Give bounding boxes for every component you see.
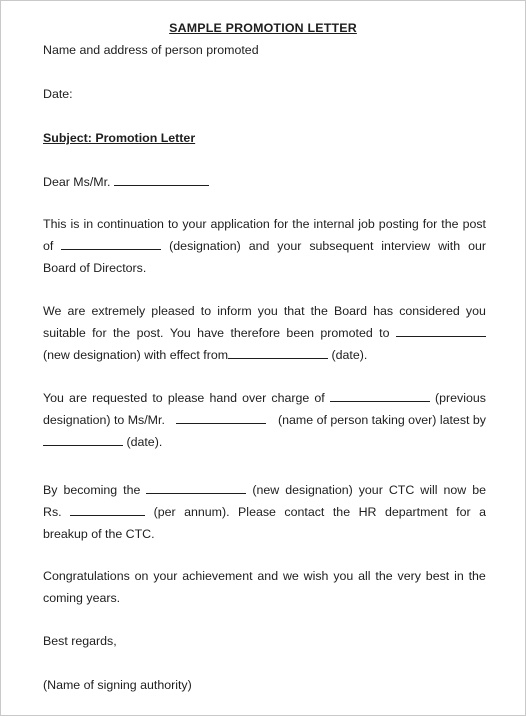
word: all — [358, 569, 371, 583]
word: the — [123, 483, 141, 497]
closing-line: Best regards, — [43, 634, 117, 648]
word: and — [257, 569, 279, 583]
word: over — [242, 391, 267, 405]
word: post — [462, 217, 486, 231]
word: will — [420, 483, 438, 497]
word: for — [456, 505, 471, 519]
p2-line3-end: (date). — [331, 348, 368, 362]
word: the — [441, 217, 459, 231]
signature-line: (Name of signing authority) — [43, 678, 192, 692]
word: (new — [252, 483, 280, 497]
letter-title: SAMPLE PROMOTION LETTER — [169, 21, 357, 35]
p4-line1 — [43, 482, 486, 498]
word: CTC — [388, 483, 415, 497]
salutation-line — [43, 174, 209, 190]
word: our — [468, 239, 486, 253]
word: continuation — [97, 217, 164, 231]
p5-line2: coming years. — [43, 591, 121, 605]
p1-line3: Board of Directors. — [43, 261, 147, 275]
word: (designation) — [169, 239, 241, 253]
word: annum). — [184, 505, 230, 519]
word: your — [153, 569, 178, 583]
word: You — [169, 326, 191, 340]
p2-line1 — [43, 303, 486, 319]
word: to — [152, 391, 163, 405]
word: be — [472, 483, 486, 497]
p4-line3: breakup of the CTC. — [43, 527, 155, 541]
word: you — [257, 304, 278, 318]
word: considered — [399, 304, 460, 318]
p3-line3-end: (date). — [126, 435, 163, 449]
word: on — [134, 569, 149, 583]
word: of — [314, 391, 325, 405]
word: designation) — [285, 483, 353, 497]
address-line: Name and address of person promoted — [43, 43, 259, 57]
word: we — [282, 569, 299, 583]
ctc-amount-blank — [70, 504, 145, 516]
p3-line1-end: (previous — [435, 391, 486, 405]
word: interview — [381, 239, 431, 253]
recipient-name-blank — [114, 174, 209, 186]
word: please — [167, 391, 205, 405]
p1-line2-start: of — [43, 239, 54, 253]
word: the — [375, 569, 393, 583]
p4-line2-start: Rs. — [43, 505, 62, 519]
new-designation-blank-2 — [146, 482, 246, 494]
new-designation-blank — [396, 325, 486, 337]
word: posting — [378, 217, 419, 231]
word: you — [333, 569, 354, 583]
word: in — [454, 569, 464, 583]
handover-person-blank — [176, 412, 266, 424]
word: internal — [313, 217, 355, 231]
word: This — [43, 217, 67, 231]
p3-line2 — [43, 412, 486, 428]
word: are — [69, 391, 87, 405]
word: subsequent — [309, 239, 374, 253]
word: extremely — [91, 304, 146, 318]
word: You — [43, 391, 64, 405]
word: for — [92, 326, 107, 340]
word: promoted — [320, 326, 373, 340]
word: wish — [303, 569, 329, 583]
p5-line1 — [43, 568, 486, 584]
word: for — [273, 217, 289, 231]
word: application — [210, 217, 270, 231]
p2-line3-start: (new designation) with effect from — [43, 348, 229, 362]
word: have — [197, 326, 225, 340]
word: and — [248, 239, 270, 253]
word: department — [384, 505, 448, 519]
p3-line2-end: (name of person taking over) latest by — [278, 413, 486, 427]
word: Congratulations — [43, 569, 130, 583]
word: the — [112, 326, 131, 340]
word: your — [182, 217, 207, 231]
p1-line1 — [43, 216, 486, 232]
word: very — [397, 569, 421, 583]
word: you — [465, 304, 486, 318]
word: HR — [358, 505, 377, 519]
word: to — [379, 326, 390, 340]
word: your — [358, 483, 383, 497]
handover-date-blank — [43, 434, 123, 446]
word: your — [277, 239, 302, 253]
word: with — [438, 239, 461, 253]
word: to — [167, 217, 179, 231]
word: a — [479, 505, 486, 519]
word: the — [310, 304, 328, 318]
word: Board — [333, 304, 368, 318]
p4-line2 — [43, 504, 486, 520]
word: the — [332, 505, 351, 519]
word: has — [373, 304, 394, 318]
p2-line3 — [43, 347, 367, 363]
previous-designation-blank — [330, 390, 430, 402]
word: in — [83, 217, 94, 231]
word: (per — [153, 505, 176, 519]
word: now — [443, 483, 467, 497]
p2-line2 — [43, 325, 486, 341]
date-line: Date: — [43, 87, 73, 101]
word: are — [67, 304, 86, 318]
word: achievement — [182, 569, 253, 583]
word: contact — [284, 505, 325, 519]
word: inform — [217, 304, 252, 318]
word: becoming — [63, 483, 118, 497]
word: is — [70, 217, 80, 231]
effective-date-blank — [228, 347, 328, 359]
subject-line: Subject: Promotion Letter — [43, 131, 196, 145]
word: to — [200, 304, 212, 318]
word: the — [292, 217, 310, 231]
designation-blank — [61, 238, 161, 250]
word: best — [425, 569, 450, 583]
word: that — [283, 304, 305, 318]
word: suitable — [43, 326, 86, 340]
word: therefore — [230, 326, 281, 340]
p3-line2-start: designation) to Ms/Mr. — [43, 413, 165, 427]
word: for — [422, 217, 438, 231]
word: hand — [209, 391, 238, 405]
word: been — [286, 326, 314, 340]
word: pleased — [151, 304, 195, 318]
p3-line3 — [43, 434, 162, 450]
word: job — [358, 217, 375, 231]
word: charge — [271, 391, 310, 405]
word: Please — [238, 505, 276, 519]
word: requested — [92, 391, 148, 405]
salutation-text: Dear Ms/Mr. — [43, 175, 111, 189]
word: By — [43, 483, 58, 497]
word: the — [468, 569, 486, 583]
p1-line2 — [43, 238, 486, 254]
word: post. — [136, 326, 164, 340]
p3-line1 — [43, 390, 486, 406]
word: We — [43, 304, 62, 318]
